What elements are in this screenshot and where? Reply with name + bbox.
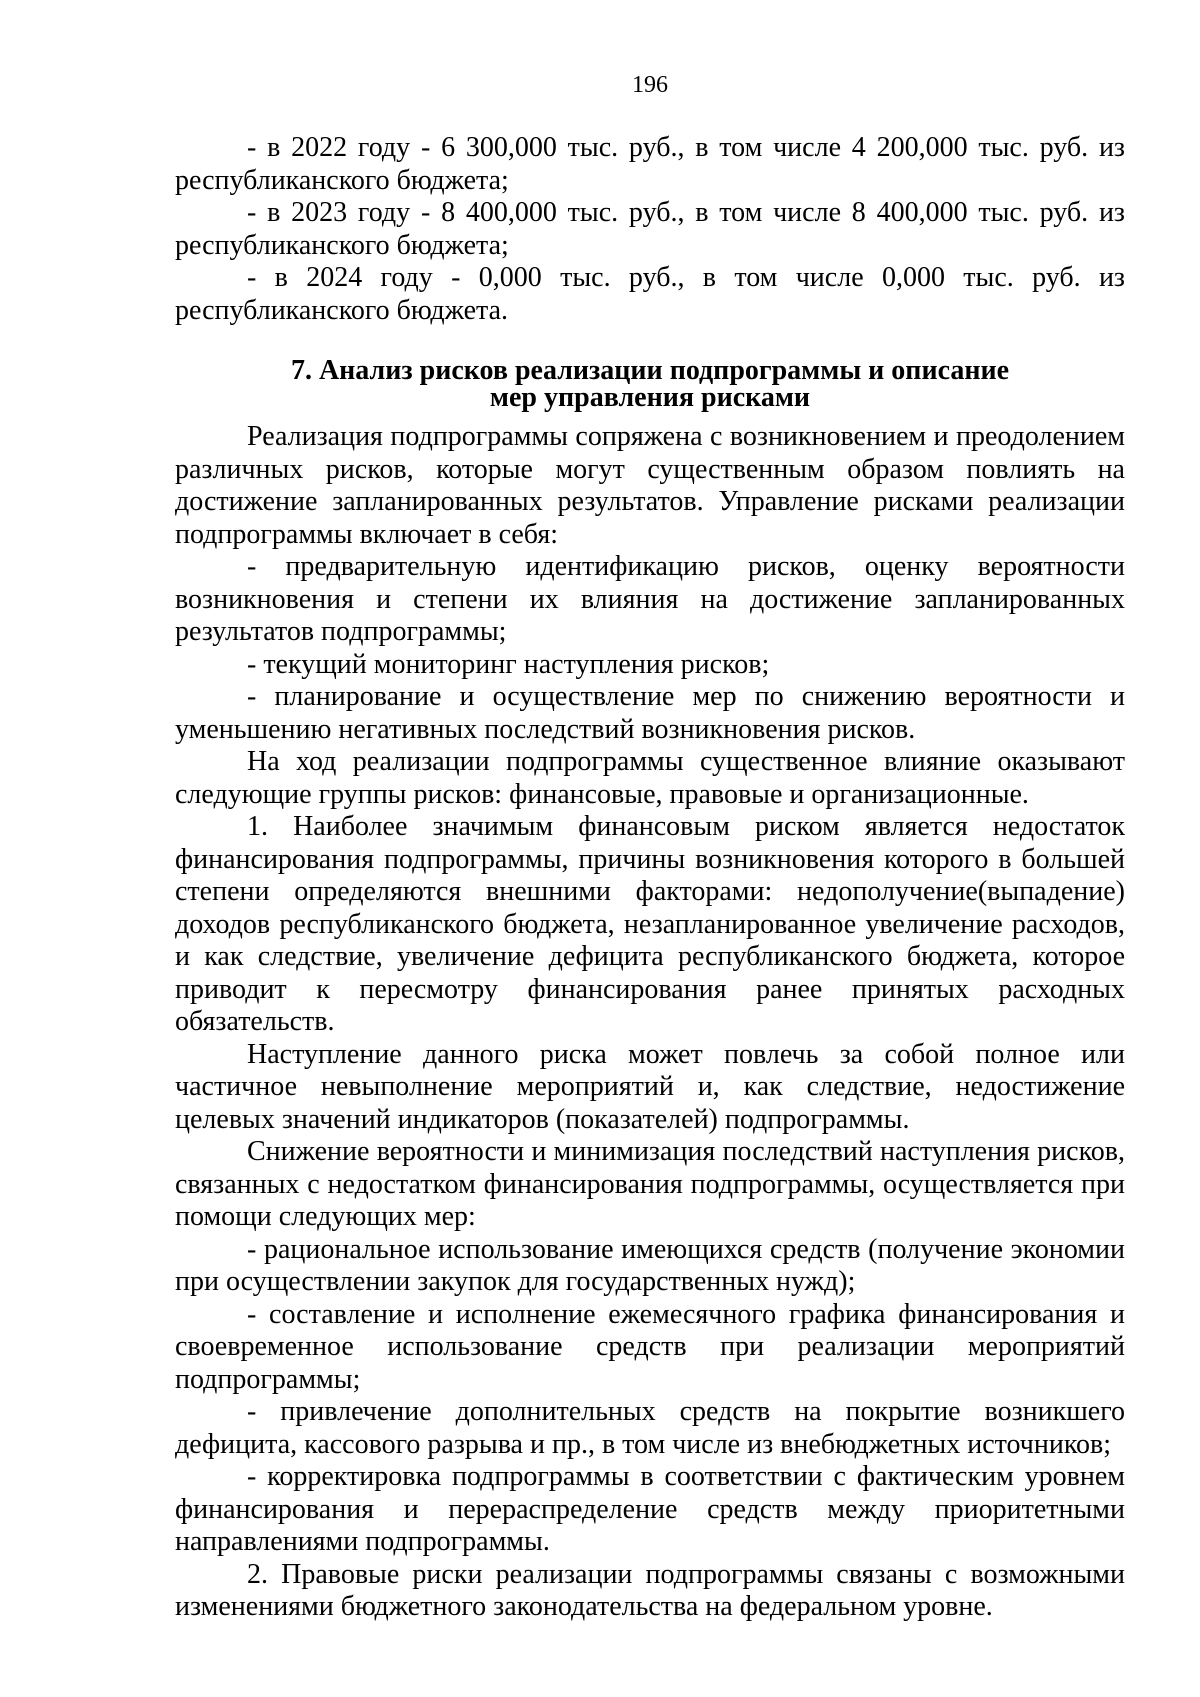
- document-page: [175, 0, 1125, 1697]
- section-title-line-1: 7. Анализ рисков реализации подпрограммы и описание: [290, 355, 1010, 386]
- paragraph-legal-risk: 2. Правовые риски реализации подпрограммы связаны с возможными изменениями бюджетного законодательства на федеральном уровне.: [175, 1558, 1125, 1622]
- funding-line-2022: - в 2022 году - 6 300,000 тыс. руб., в том числе 4 200,000 тыс. руб. из республиканского бюджета;: [175, 132, 1125, 196]
- list-item-additional-funds: - привлечение дополнительных средств на покрытие возникшего дефицита, кассового разрыва и пр., в том числе из внебюджетных источников;: [175, 1396, 1125, 1460]
- paragraph-financial-risk: 1. Наиболее значимым финансовым риском является недостаток финансирования подпрограммы, причины возникновения которого в большей степени определяются внешними факторами: недополучение(выпадение) доходов республиканского бюджета, незапланированное увеличение расходов, и как следствие, увеличение дефицита республиканского бюджета, которое приводит к пересмотру финансирования ранее принятых расходных обязательств.: [175, 811, 1125, 1037]
- paragraph-intro: Реализация подпрограммы сопряжена с возникновением и преодолением различных рисков, которые могут существенным образом повлиять на достижение запланированных результатов. Управление рисками реализации подпрограммы включает в себя:: [175, 421, 1125, 550]
- section-title: [175, 357, 1125, 411]
- paragraph-risk-mitigation: Снижение вероятности и минимизация последствий наступления рисков, связанных с недостатком финансирования подпрограммы, осуществляется при помощи следующих мер:: [175, 1136, 1125, 1232]
- page-number: 196: [632, 72, 668, 98]
- list-item-planning: - планирование и осуществление мер по снижению вероятности и уменьшению негативных последствий возникновения рисков.: [175, 681, 1125, 745]
- list-item-monitoring: - текущий мониторинг наступления рисков;: [247, 648, 770, 680]
- paragraph-risk-groups: На ход реализации подпрограммы существенное влияние оказывают следующие группы рисков: финансовые, правовые и организационные.: [175, 746, 1125, 810]
- list-item-schedule: - составление и исполнение ежемесячного графика финансирования и своевременное использование средств при реализации мероприятий подпрограммы;: [175, 1298, 1125, 1395]
- paragraph-risk-consequence: Наступление данного риска может повлечь за собой полное или частичное невыполнение мероприятий и, как следствие, недостижение целевых значений индикаторов (показателей) подпрограммы.: [175, 1038, 1125, 1135]
- list-item-adjustment: - корректировка подпрограммы в соответствии с фактическим уровнем финансирования и перераспределение средств между приоритетными направлениями подпрограммы.: [175, 1461, 1125, 1557]
- section-title-line-2: мер управления рисками: [489, 382, 811, 413]
- funding-line-2024: - в 2024 году - 0,000 тыс. руб., в том числе 0,000 тыс. руб. из республиканского бюджета.: [175, 262, 1125, 326]
- document-body: [175, 132, 1125, 1624]
- list-item-rational-use: - рациональное использование имеющихся средств (получение экономии при осуществлении закупок для государственных нужд);: [175, 1233, 1125, 1297]
- funding-line-2023: - в 2023 году - 8 400,000 тыс. руб., в том числе 8 400,000 тыс. руб. из республиканского бюджета;: [175, 197, 1125, 261]
- list-item-identification: - предварительную идентификацию рисков, оценку вероятности возникновения и степени их влияния на достижение запланированных результатов подпрограммы;: [175, 551, 1125, 647]
